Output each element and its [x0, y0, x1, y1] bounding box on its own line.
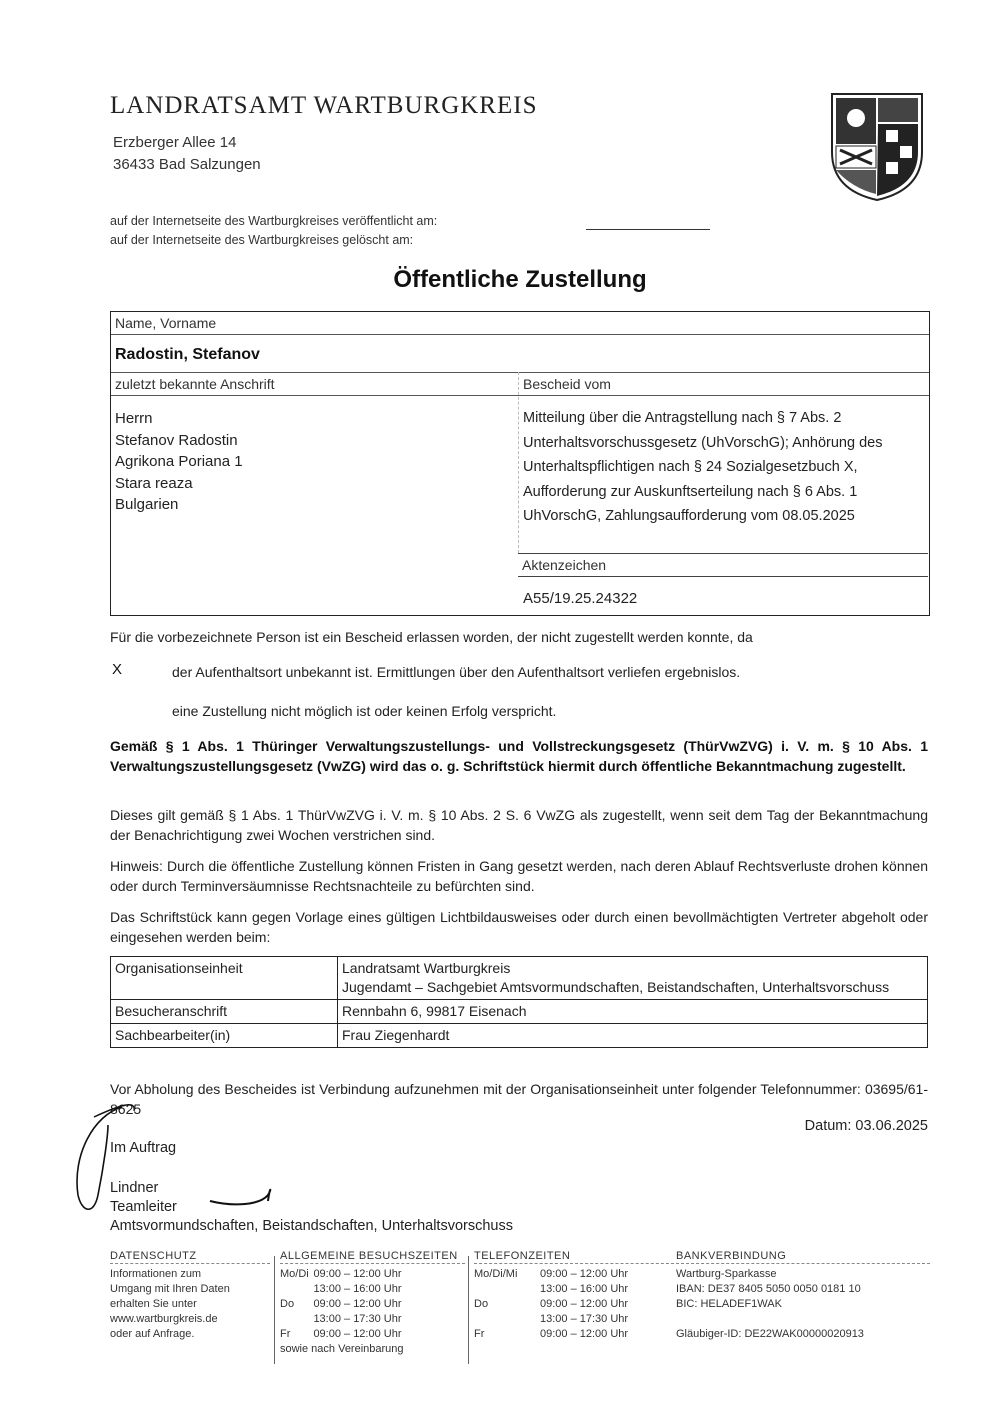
- footer-divider: [468, 1256, 469, 1364]
- validity-text: Dieses gilt gemäß § 1 Abs. 1 ThürVwZVG i. V. m. § 10 Abs. 2 S. 6 VwZG als zugestellt, wenn seit dem Tag der Bekanntmachung der Benachrichtigung zwei Wochen verstrichen sind.: [110, 807, 928, 843]
- signatory-department: Amtsvormundschaften, Beistandschaften, Unterhaltsvorschuss: [110, 1218, 513, 1234]
- table-key: Sachbearbeiter(in): [111, 1024, 338, 1048]
- footer-heading: DATENSCHUTZ: [110, 1250, 270, 1264]
- footer-line: IBAN: DE37 8405 5050 0050 0181 10: [676, 1283, 861, 1295]
- footer-besuchszeiten: [280, 1250, 465, 1370]
- address-label: zuletzt bekannte Anschrift: [115, 376, 275, 392]
- table-value-line: Landratsamt Wartburgkreis: [342, 960, 511, 976]
- address-line: Herrn: [115, 410, 153, 427]
- footer-line: www.wartburgkreis.de: [110, 1313, 218, 1325]
- address-line: Agrikona Poriana 1: [115, 453, 243, 470]
- hours-day: Do: [474, 1298, 489, 1310]
- hours-note: sowie nach Vereinbarung: [280, 1343, 404, 1355]
- aktenzeichen-label: Aktenzeichen: [522, 557, 607, 573]
- footer-line: Wartburg-Sparkasse: [676, 1268, 777, 1280]
- footer: [110, 1250, 930, 1370]
- column-divider: [518, 372, 519, 553]
- hours-day: Fr: [474, 1328, 485, 1340]
- published-label: auf der Internetseite des Wartburgkreises veröffentlicht am:: [110, 214, 438, 228]
- deleted-label: auf der Internetseite des Wartburgkreises gelöscht am:: [110, 233, 414, 247]
- pickup-text: Das Schriftstück kann gegen Vorlage eines gültigen Lichtbildausweises oder durch einen bevollmächtigten Vertreter abgeholt oder eingesehen werden beim:: [110, 909, 928, 945]
- authority-name: LANDRATSAMT WARTBURGKREIS: [110, 92, 538, 119]
- legal-basis-text: Gemäß § 1 Abs. 1 Thüringer Verwaltungszustellungs- und Vollstreckungsgesetz (ThürVwZVG) i. V. m. § 10 Abs. 1 Verwaltungszustellungsgesetz (VwZG) wird das o. g. Schriftstück hiermit durch öffentliche Bekanntmachung zugestellt.: [110, 738, 928, 774]
- visiting-hours-table: [280, 1267, 408, 1357]
- address-line: Stara reaza: [115, 474, 193, 492]
- hours-day: Do: [280, 1298, 295, 1310]
- hours-day: Mo/Di: [280, 1268, 309, 1280]
- hours-time: 09:00 – 12:00 Uhr: [313, 1328, 402, 1340]
- aktenzeichen-header: [518, 553, 928, 577]
- signatory-role: Teamleiter: [110, 1199, 177, 1215]
- table-value-line: Jugendamt – Sachgebiet Amtsvormundschaften, Beistandschaften, Unterhaltsvorschuss: [342, 979, 890, 995]
- footer-spacer: [676, 1312, 930, 1327]
- footer-heading: ALLGEMEINE BESUCHSZEITEN: [280, 1250, 465, 1264]
- hours-day: Mo/Di/Mi: [474, 1268, 518, 1280]
- recipient-box: [110, 311, 930, 616]
- table-value: Frau Ziegenhardt: [338, 1024, 928, 1048]
- table-key: Organisationseinheit: [111, 957, 338, 1000]
- footer-telefonzeiten: [474, 1250, 674, 1370]
- table-row: [111, 1000, 928, 1024]
- check-mark: X: [112, 661, 123, 678]
- table-key: Besucheranschrift: [111, 1000, 338, 1024]
- hours-time: 13:00 – 16:00 Uhr: [540, 1283, 629, 1295]
- document-date: Datum: 03.06.2025: [804, 1118, 928, 1134]
- handwritten-signature: [64, 1095, 284, 1225]
- aktenzeichen-value: A55/19.25.24322: [523, 590, 638, 607]
- footer-bank: [676, 1250, 930, 1370]
- address-line: Bulgarien: [115, 496, 179, 513]
- option-unknown-residence: der Aufenthaltsort unbekannt ist. Ermittlungen über den Aufenthaltsort verliefen ergebnislos.: [172, 664, 741, 680]
- table-row: [111, 957, 928, 1000]
- hint-text: Hinweis: Durch die öffentliche Zustellung können Fristen in Gang gesetzt werden, nach deren Ablauf Rechtsverluste drohen können oder durch Terminversäumnisse Rechtsnachteile zu befürchten sind.: [110, 858, 928, 894]
- coat-of-arms-icon: [828, 90, 926, 202]
- footer-line: oder auf Anfrage.: [110, 1328, 195, 1340]
- organisation-table: [110, 956, 928, 1048]
- footer-line: BIC: HELADEF1WAK: [676, 1298, 782, 1310]
- hours-time: 13:00 – 17:30 Uhr: [540, 1313, 629, 1325]
- hours-time: 09:00 – 12:00 Uhr: [540, 1298, 629, 1310]
- authority-address-city: 36433 Bad Salzungen: [113, 156, 261, 173]
- option-delivery-impossible: eine Zustellung nicht möglich ist oder keinen Erfolg verspricht.: [172, 703, 557, 719]
- footer-datenschutz: [110, 1250, 270, 1370]
- hours-time: 09:00 – 12:00 Uhr: [540, 1268, 629, 1280]
- hours-time: 09:00 – 12:00 Uhr: [313, 1268, 402, 1280]
- name-header-row: [111, 312, 929, 335]
- hours-time: 13:00 – 17:30 Uhr: [313, 1313, 402, 1325]
- footer-line: Gläubiger-ID: DE22WAK00000020913: [676, 1328, 864, 1340]
- hours-time: 09:00 – 12:00 Uhr: [540, 1328, 629, 1340]
- hours-time: 13:00 – 16:00 Uhr: [313, 1283, 402, 1295]
- im-auftrag: Im Auftrag: [110, 1140, 177, 1156]
- recipient-address: [115, 408, 243, 516]
- intro-text: Für die vorbezeichnete Person ist ein Bescheid erlassen worden, der nicht zugestellt werden konnte, da: [110, 629, 753, 645]
- document-title: Öffentliche Zustellung: [393, 266, 647, 293]
- phone-hours-table: [474, 1267, 632, 1342]
- footer-line: Informationen zum: [110, 1268, 202, 1280]
- name-label: Name, Vorname: [115, 315, 217, 331]
- bescheid-label: Bescheid vom: [523, 376, 611, 392]
- hours-time: 09:00 – 12:00 Uhr: [313, 1298, 402, 1310]
- address-header-row: [111, 372, 929, 396]
- recipient-name: Radostin, Stefanov: [115, 346, 260, 363]
- published-date-blank: [586, 229, 710, 230]
- table-value: Rennbahn 6, 99817 Eisenach: [338, 1000, 928, 1024]
- authority-address-street: Erzberger Allee 14: [113, 134, 237, 151]
- address-line: Stefanov Radostin: [115, 431, 238, 449]
- footer-divider: [274, 1256, 275, 1364]
- contact-text: Vor Abholung des Bescheides ist Verbindung aufzunehmen mit der Organisationseinheit unter folgender Telefonnummer: 03695/61-8625: [110, 1081, 928, 1117]
- footer-heading: TELEFONZEITEN: [474, 1250, 674, 1264]
- bescheid-text: Mitteilung über die Antragstellung nach § 7 Abs. 2 Unterhaltsvorschussgesetz (UhVorschG); Anhörung des Unterhaltspflichtigen nach § 24 Sozialgesetzbuch X, Aufforderung zur Auskunftserteilung nach § 6 Abs. 1 UhVorschG, Zahlungsaufforderung vom 08.05.2025: [523, 410, 883, 524]
- table-row: [111, 1024, 928, 1048]
- table-value: [338, 957, 928, 1000]
- footer-line: erhalten Sie unter: [110, 1298, 197, 1310]
- footer-line: Umgang mit Ihren Daten: [110, 1283, 230, 1295]
- hours-day: Fr: [280, 1328, 291, 1340]
- footer-heading: BANKVERBINDUNG: [676, 1250, 930, 1264]
- signatory-name: Lindner: [110, 1180, 159, 1196]
